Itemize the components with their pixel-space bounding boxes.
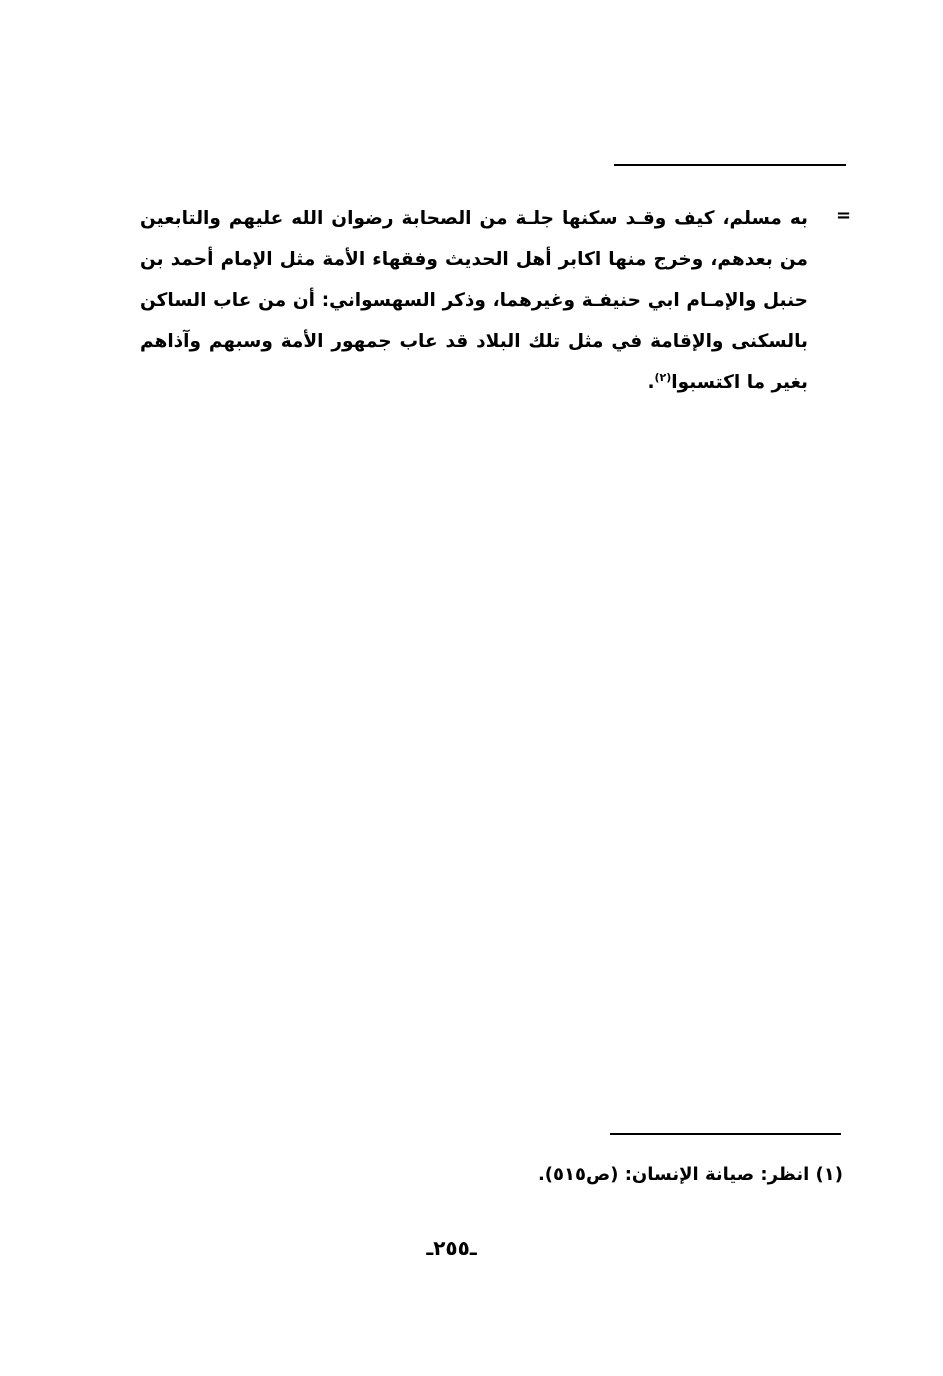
footnote-reference: (٢)	[654, 370, 672, 384]
page-number: ـ٢٥٥ـ	[426, 1236, 477, 1260]
footnote-text: انظر: صيانة الإنسان: (ص٥١٥).	[537, 1164, 810, 1185]
paragraph-text: به مسلم، كيف وقـد سكنها جلـة من الصحابة رضوان الله عليهم والتابعين من بعدهم، وخرج منها اكابر أهل الحديث وفقهاء الأمة مثل الإمام أحمد بن حنبل والإمـام ابي حنيفـة وغيرهما، وذكر السهسواني: أن من عاب الساكن بالسكنى والإقامة في مثل تلك البلاد قد عاب جمهور الأمة وسبهم وآذاهم بغير ما اكتسبوا	[140, 208, 808, 393]
continuation-mark: =	[836, 205, 852, 226]
paragraph-end-punctuation: .	[647, 372, 655, 393]
header-separator-line	[614, 164, 846, 166]
footnote-separator-line	[610, 1133, 841, 1135]
footnote-continuation-paragraph	[140, 198, 808, 403]
footnote	[538, 1160, 843, 1190]
footnote-marker: (١)	[815, 1164, 843, 1185]
